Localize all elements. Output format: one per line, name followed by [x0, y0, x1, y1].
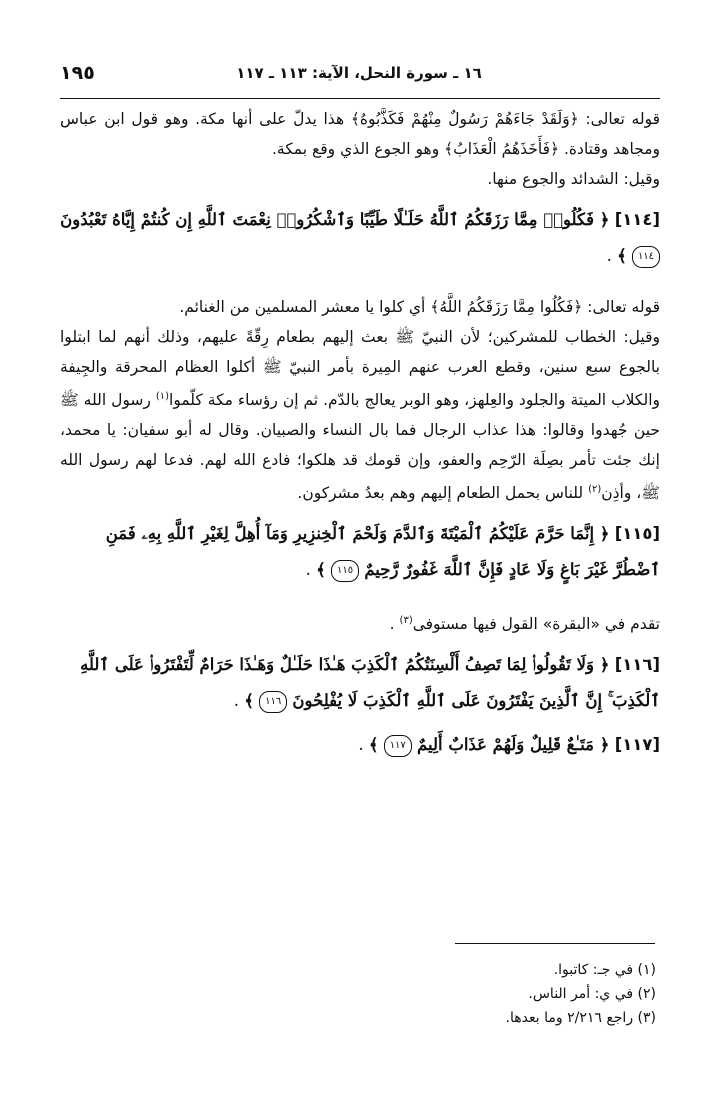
paragraph-text-part: رسول الله ﷺ حين جُهدوا وقالوا: هذا عذاب الرجال فما بال النساء والصبيان. وقال له أبو سفيان: يا محمد، إنك جئت تأمر بصِلَة الرّحِم والعفو، وإن قومك قد هلكوا؛ فادع الله لهم. فدعا لهم رسول الله ﷺ، وأذِن	[60, 391, 660, 503]
commentary-paragraph	[60, 104, 660, 194]
paragraph-text: قوله تعالى: ﴿وَلَقَدْ جَاءَهُمْ رَسُولٌ مِنْهُمْ فَكَذَّبُوهُ﴾ هذا يدلّ على أنها مكة. وهو قول ابن عباس ومجاهد وقتادة. ﴿فَأَخَذَهُمُ الْعَذَابُ﴾ وهو الجوع الذي وقع بمكة.	[60, 110, 660, 158]
verse-number: [١١٤]	[614, 210, 660, 229]
verse-114	[60, 202, 660, 274]
verse-116	[60, 647, 660, 719]
footnote-ref: (١)	[155, 391, 170, 402]
paragraph-text: قوله تعالى: ﴿فَكُلُوا مِمَّا رَزَقَكُمُ اللَّهُ﴾ أي كلوا يا معشر المسلمين من الغنائم.	[179, 298, 660, 316]
paragraph-text-part: تقدم في «البقرة» القول فيها مستوفى	[412, 615, 660, 634]
ayah-end-marker: ١١٧	[384, 735, 412, 757]
page-number: ١٩٥	[60, 62, 95, 84]
commentary-paragraph	[60, 292, 660, 508]
commentary-paragraph	[60, 606, 660, 639]
period: .	[233, 691, 245, 711]
verse-text: ﴿ إِنَّمَا حَرَّمَ عَلَيْكُمُ ٱلْمَيْتَةَ وَٱلدَّمَ وَلَحْمَ ٱلْخِنزِيرِ وَمَآ أُهِلَّ لِغَيْرِ ٱللَّهِ بِهِۦ فَمَنِ ٱضْطُرَّ غَيْرَ بَاغٍ وَلَا عَادٍ فَإِنَّ ٱللَّهَ غَفُورٌ رَّحِيمٌ	[105, 524, 660, 580]
verse-number: [١١٥]	[614, 524, 660, 544]
footnote: (٣) راجع ٢/٢١٦ وما بعدها.	[505, 1010, 656, 1026]
footnote: (١) في جـ: كاتبوا.	[553, 962, 656, 978]
closing-bracket: ﴾	[316, 560, 326, 580]
verse-text: ﴿ وَلَا تَقُولُوا۟ لِمَا تَصِفُ أَلْسِنَتُكُمُ ٱلْكَذِبَ هَـٰذَا حَلَـٰلٌ وَهَـٰذَا حَرَامٌ لِّتَفْتَرُوا۟ عَلَى ٱللَّهِ ٱلْكَذِبَ ۚ إِنَّ ٱلَّذِينَ يَفْتَرُونَ عَلَى ٱللَّهِ ٱلْكَذِبَ لَا يُفْلِحُونَ	[80, 655, 660, 711]
paragraph-text: وقيل: الشدائد والجوع منها.	[487, 170, 660, 188]
closing-bracket: ﴾	[244, 691, 254, 711]
verse-text: ﴿ مَتَـٰعٌ قَلِيلٌ وَلَهُمْ عَذَابٌ أَلِيمٌ	[417, 735, 610, 755]
paragraph-text	[60, 606, 660, 639]
verse-number: [١١٧]	[614, 735, 660, 755]
closing-bracket: ﴾	[617, 246, 627, 265]
footnote-ref: (٣)	[399, 615, 413, 627]
footnotes	[60, 958, 656, 1030]
paragraph-text-part: للناس بحمل الطعام إليهم وهم بعدُ مشركون.	[297, 484, 589, 503]
verse-117	[60, 727, 660, 763]
ayah-end-marker: ١١٥	[331, 560, 359, 582]
period: .	[358, 735, 369, 755]
period: .	[389, 615, 400, 634]
paragraph-text	[60, 322, 660, 508]
closing-bracket: ﴾	[368, 735, 379, 755]
verse-text: ﴿ فَكُلُوا۟ مِمَّا رَزَقَكُمُ ٱللَّهُ حَلَـٰلًا طَيِّبًا وَٱشْكُرُوا۟ نِعْمَتَ ٱللَّهِ إِن كُنتُمْ إِيَّاهُ تَعْبُدُونَ	[60, 210, 610, 229]
ayah-end-marker: ١١٤	[632, 246, 660, 268]
ayah-end-marker: ١١٦	[259, 691, 287, 713]
footnote: (٢) في ي: أمر الناس.	[528, 986, 656, 1002]
period: .	[606, 246, 618, 265]
footnote-rule	[455, 943, 655, 944]
verse-number: [١١٦]	[614, 655, 660, 675]
footnote-ref: (٢)	[588, 484, 602, 496]
header-rule	[60, 98, 660, 99]
page-header	[60, 60, 658, 96]
page-body	[60, 104, 660, 763]
running-title: ١٦ ـ سورة النحل، الآية: ١١٣ ـ ١١٧	[236, 64, 482, 82]
verse-115	[60, 516, 660, 588]
paragraph-text-part: وقيل: الخطاب للمشركين؛ لأن النبيّ ﷺ بعث إليهم بطعام رِقّةً عليهم، وذلك أنهم لما ابتلوا بالجوع سبع سنين، وقطع العرب عنهم المِيرة بأمر النبيّ ﷺ أكلوا العظام المحرقة والجِيفة والكلاب الميتة والجلود والعِلهز، وهو الوبر يعالج بالدّم. ثم إن رؤساء مكة كلّموا	[60, 328, 660, 410]
period: .	[305, 560, 317, 580]
